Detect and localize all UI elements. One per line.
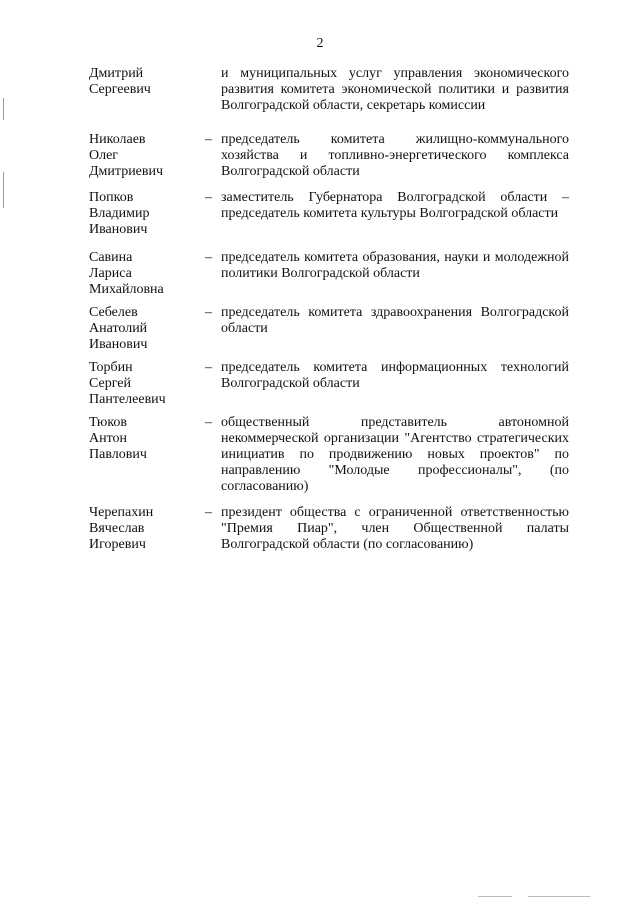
name-line: Попков	[89, 190, 134, 205]
name-line: Иванович	[89, 222, 148, 237]
name-line: Антон	[89, 431, 128, 446]
member-name	[89, 66, 203, 98]
page-number: 2	[316, 36, 324, 51]
name-line: Торбин	[89, 360, 133, 375]
member-name	[89, 360, 203, 408]
scan-bottom-mark-right	[528, 896, 590, 897]
name-line: Павлович	[89, 447, 147, 462]
dash-separator: –	[205, 132, 212, 147]
name-line: Лариса	[89, 266, 132, 281]
name-line: Себелев	[89, 305, 138, 320]
member-role: председатель комитета жилищно-коммунального хозяйства и топливно-энергетического комплекса Волгоградской области	[221, 132, 569, 179]
scan-margin-mark-lower	[3, 172, 4, 208]
name-line: Иванович	[89, 337, 148, 352]
member-name	[89, 505, 203, 553]
dash-separator: –	[205, 190, 212, 205]
member-name	[89, 305, 203, 353]
name-line: Сергеевич	[89, 82, 151, 97]
scan-bottom-mark	[478, 896, 512, 897]
scan-margin-mark	[3, 98, 4, 120]
name-line: Игоревич	[89, 537, 146, 552]
name-line: Тюков	[89, 415, 128, 430]
member-entry	[89, 132, 569, 190]
name-line: Олег	[89, 148, 119, 163]
dash-separator: –	[205, 305, 212, 320]
member-entry	[89, 190, 569, 250]
name-line: Михайловна	[89, 282, 164, 297]
member-role: и муниципальных услуг управления экономического развития комитета экономической политики и развития Волгоградской области, секретарь комиссии	[221, 66, 569, 113]
member-name	[89, 415, 203, 463]
name-line: Николаев	[89, 132, 146, 147]
dash-separator: –	[205, 415, 212, 430]
name-line: Вячеслав	[89, 521, 145, 536]
name-line: Дмитрий	[89, 66, 144, 81]
member-entry	[89, 360, 569, 415]
name-line: Сергей	[89, 376, 131, 391]
member-entry	[89, 305, 569, 360]
dash-separator: –	[205, 360, 212, 375]
commission-member-list	[89, 66, 569, 575]
dash-separator: –	[205, 505, 212, 520]
member-role: заместитель Губернатора Волгоградской области – председатель комитета культуры Волгоградской области	[221, 190, 569, 221]
member-entry	[89, 415, 569, 505]
member-name	[89, 132, 203, 180]
member-role: председатель комитета образования, науки и молодежной политики Волгоградской области	[221, 250, 569, 281]
member-role: председатель комитета здравоохранения Волгоградской области	[221, 305, 569, 336]
member-name	[89, 250, 203, 298]
member-role: председатель комитета информационных технологий Волгоградской области	[221, 360, 569, 391]
name-line: Савина	[89, 250, 133, 265]
member-role: президент общества с ограниченной ответственностью "Премия Пиар", член Общественной палаты Волгоградской области (по согласованию)	[221, 505, 569, 552]
name-line: Дмитриевич	[89, 164, 164, 179]
dash-separator: –	[205, 250, 212, 265]
member-name	[89, 190, 203, 238]
name-line: Черепахин	[89, 505, 154, 520]
name-line: Пантелеевич	[89, 392, 166, 407]
name-line: Анатолий	[89, 321, 148, 336]
name-line: Владимир	[89, 206, 150, 221]
member-entry	[89, 505, 569, 575]
member-entry	[89, 250, 569, 305]
member-entry	[89, 66, 569, 132]
member-role: общественный представитель автономной некоммерческой организации "Агентство стратегических инициатив по продвижению новых проектов" по направлению "Молодые профессионалы", (по согласованию)	[221, 415, 569, 494]
